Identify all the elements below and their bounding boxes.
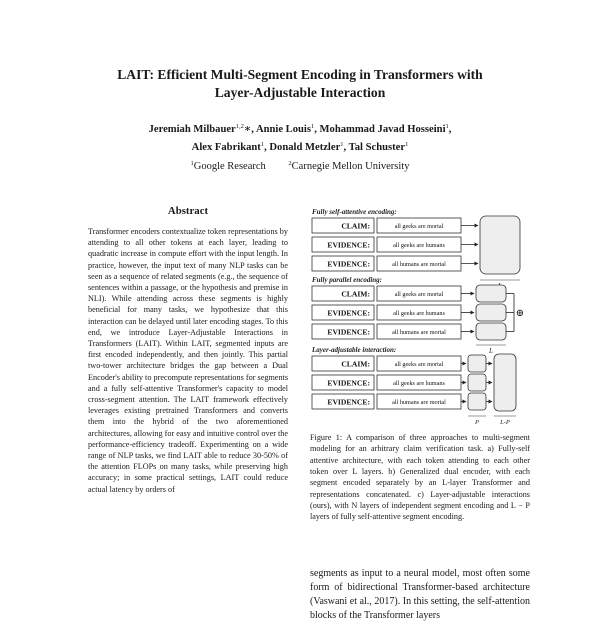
author-list — [0, 120, 600, 155]
dimension-label-L: L — [489, 347, 493, 355]
encoder-block — [480, 216, 520, 274]
segment-label: EVIDENCE: — [327, 259, 370, 269]
segment-text: all geeks are mortal — [394, 291, 444, 298]
author-sep: , — [448, 124, 452, 135]
author-name: Jeremiah Milbauer — [148, 124, 236, 135]
author-name: Mohammad Javad Hosseini — [319, 124, 446, 135]
affiliation-name: Carnegie Mellon University — [291, 161, 410, 172]
dimension-label-LP: L-P — [500, 419, 510, 426]
segment-text: all geeks are humans — [393, 242, 445, 249]
author-sep: , — [343, 141, 349, 153]
segment-encoder — [468, 393, 486, 410]
body-text — [310, 557, 530, 633]
dimension-label-P: P — [475, 419, 479, 426]
author-sup: 1 — [260, 140, 265, 148]
author-line-2 — [0, 138, 600, 156]
concat-symbol: ⊕ — [515, 308, 525, 319]
panel-heading: Layer-adjustable interaction: — [312, 346, 397, 354]
figure-caption — [310, 424, 530, 531]
joint-encoder-block — [494, 354, 516, 411]
segment-text: all geeks are mortal — [394, 223, 444, 230]
segment-label: CLAIM: — [341, 359, 370, 369]
segment-label: EVIDENCE: — [327, 378, 370, 388]
author-name: Alex Fabrikant — [191, 141, 261, 153]
author-sep: , — [314, 124, 320, 135]
segment-encoder — [468, 355, 486, 372]
segment-text: all geeks are humans — [393, 310, 445, 317]
segment-encoder — [476, 323, 506, 340]
caption-text: Figure 1: A comparison of three approaches to multi-segment modeling for an arbitrary claim verification task. a) Fully-self attentive architecture, with each token attending to each other token over L layers. b) Generalized dual encoder, with each segment encoded separately by an L-layer Transformer and representations concatenated. c) Layer-adjustable interactions (ours), with N layers of independent segment encoding and L − P layers of fully self-attentive segment encoding. — [310, 433, 530, 522]
abstract-body — [88, 226, 288, 495]
author-sup: 1,2 — [235, 123, 244, 130]
paper-title — [0, 66, 600, 102]
figure-1-diagram — [308, 206, 538, 426]
segment-text: all humans are mortal — [392, 399, 446, 406]
affiliation-sup: 2 — [288, 160, 292, 167]
author-sup: 1 — [405, 140, 409, 148]
segment-text: all geeks are humans — [393, 380, 445, 387]
segment-label: EVIDENCE: — [327, 308, 370, 318]
segment-encoder — [476, 304, 506, 321]
segment-text: all humans are mortal — [392, 261, 446, 268]
body-paragraph: segments as input to a neural model, most often some form of bidirectional Transformer-based architecture (Vaswani et al., 2017). In this setting, the self-attention blocks of the Transformer layers — [310, 568, 530, 621]
author-name: Annie Louis — [255, 124, 311, 135]
title-line-2: Layer-Adjustable Interaction — [214, 85, 386, 100]
title-line-1: LAIT: Efficient Multi-Segment Encoding in Transformers with — [117, 67, 483, 82]
author-sep: ∗, — [243, 124, 256, 135]
figure-panels — [311, 208, 524, 426]
segment-text: all geeks are mortal — [394, 361, 444, 368]
segment-label: EVIDENCE: — [327, 327, 370, 337]
author-sep: , — [264, 141, 270, 153]
author-sup: 1 — [445, 123, 449, 130]
author-name: Tal Schuster — [348, 141, 406, 153]
segment-text: all humans are mortal — [392, 329, 446, 336]
abstract-heading: Abstract — [167, 205, 209, 217]
author-name: Donald Metzler — [269, 141, 341, 153]
author-sup: 1 — [340, 140, 344, 148]
abstract-text: Transformer encoders contextualize token representations by attending to all other tokens at each layer, leading to quadratic increase in compute effort with the input length. In practice, however, the input text of many NLP tasks can be seen as a sequence of related segments (e.g., the sequence of sentences within a passage, or the hypothesis and premise in NLI). While attending across these segments is highly beneficial for many tasks, we hypothesize that this interaction can be delayed until later encoding stages. To this end, we introduce Layer-Adjustable Interactions in Transformers (LAIT). Within LAIT, segmented inputs are first encoded independently, and then jointly. This partial two-tower architecture bridges the gap between a Dual Encoder's ability to precompute representations for segments and a fully self-attentive Transformer's capacity to model cross-segment attention. The LAIT framework effectively leverages existing pretrained Transformers and converts them into the hybrid of the two aforementioned architectures, allowing for easy and intuitive control over the performance-efficiency tradeoff. Experimenting on a wide range of NLP tasks, we find LAIT able to reduce 30-50% of the attention FLOPs on many tasks, while preserving high accuracy; in some practical settings, LAIT could reduce actual latency by orders of — [88, 227, 288, 494]
affiliation — [288, 161, 409, 172]
segment-label: CLAIM: — [341, 221, 370, 231]
affiliation-sup: 1 — [190, 160, 194, 167]
segment-label: CLAIM: — [341, 289, 370, 299]
affiliations — [0, 160, 600, 172]
segment-encoder — [476, 285, 506, 302]
affiliation — [191, 161, 266, 172]
segment-label: EVIDENCE: — [327, 397, 370, 407]
segment-label: EVIDENCE: — [327, 240, 370, 250]
affiliation-name: Google Research — [193, 161, 266, 172]
panel-heading: Fully self-attentive encoding: — [312, 208, 397, 216]
author-line-1 — [0, 120, 600, 138]
segment-encoder — [468, 374, 486, 391]
panel-heading: Fully parallel encoding: — [312, 276, 382, 284]
author-sup: 1 — [311, 123, 315, 130]
